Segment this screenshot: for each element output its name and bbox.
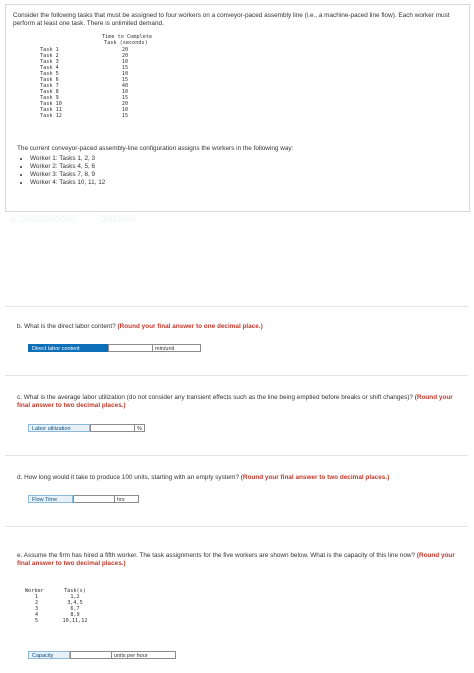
worker-number: 4 — [35, 612, 39, 618]
worker-tasks: 3,4,5 — [67, 600, 83, 606]
worker-tasks: 8,9 — [70, 612, 80, 618]
worker-tasks: 10,11,12 — [62, 618, 88, 624]
faded-text: a. 00000000000 0000000 — [10, 214, 136, 224]
question-e-text: e. Assume the firm has hired a fifth worker. The task assignments for the five workers are shown below. What is the capacity of this line now? — [17, 552, 417, 559]
worker-number: 5 — [35, 618, 39, 624]
task-name: Task 1 — [40, 47, 59, 53]
labor-utilization-input[interactable] — [90, 424, 135, 432]
question-c-rounding: (Round your final answer to two decimal places.) — [17, 394, 453, 409]
workers-config-list — [20, 155, 320, 187]
direct-labor-content-unit: min/unit — [153, 344, 201, 352]
capacity-label: Capacity — [28, 651, 70, 659]
worker-assignment-item: • Worker 3: Tasks 7, 8, 9 — [30, 171, 320, 179]
task-time: 10 — [121, 107, 129, 113]
task-time: 20 — [121, 53, 129, 59]
task-name: Task 3 — [40, 59, 59, 65]
task-name: Task 9 — [40, 95, 59, 101]
question-d-text: d. How long would it take to produce 100 units, starting with an empty system? — [17, 474, 241, 481]
question-b-text: b. What is the direct labor content? — [17, 323, 118, 330]
divider — [5, 526, 468, 527]
task-time: 10 — [121, 89, 129, 95]
flow-time-unit: hrs — [115, 495, 139, 503]
task-name: Task 6 — [40, 77, 59, 83]
task-time: 40 — [121, 83, 129, 89]
task-time: 20 — [121, 101, 129, 107]
worker-assignment-item: • Worker 4: Tasks 10, 11, 12 — [30, 179, 320, 187]
worker-assignment-item: • Worker 1: Tasks 1, 2, 3 — [30, 155, 320, 163]
task-time: 15 — [121, 77, 129, 83]
config-intro: The current conveyor-paced assembly-line configuration assigns the workers in the following way: — [17, 145, 294, 152]
question-d-rounding: (Round your final answer to two decimal places.) — [240, 474, 390, 481]
table-header-line1: Time to Complete — [102, 34, 152, 40]
worker-number: 2 — [35, 600, 39, 606]
flow-time-label: Flow Time — [28, 495, 73, 503]
question-c — [17, 394, 455, 410]
capacity-input[interactable] — [70, 651, 112, 659]
worker-number: 3 — [35, 606, 39, 612]
assignment-row — [25, 618, 95, 624]
labor-utilization-label: Labor utilization — [28, 424, 90, 432]
worker-number: 1 — [35, 594, 39, 600]
labor-utilization-unit: % — [135, 424, 145, 432]
divider — [5, 306, 468, 307]
task-time: 15 — [121, 113, 129, 119]
worker-assignment-table — [25, 588, 95, 624]
task-name: Task 2 — [40, 53, 59, 59]
question-b-rounding: (Round your final answer to one decimal place.) — [117, 323, 263, 330]
task-time: 10 — [121, 59, 129, 65]
flow-time-input[interactable] — [73, 495, 115, 503]
task-table-header — [40, 34, 170, 46]
worker-tasks: 1,2 — [70, 594, 80, 600]
table-header-line2: Task (seconds) — [104, 40, 148, 46]
question-e — [17, 552, 457, 568]
task-row — [40, 113, 148, 119]
divider — [5, 375, 468, 376]
direct-labor-content-label: Direct labor content — [28, 344, 108, 352]
task-name: Task 7 — [40, 83, 59, 89]
question-b — [17, 323, 457, 331]
worker-tasks: 6,7 — [70, 606, 80, 612]
task-name: Task 8 — [40, 89, 59, 95]
capacity-unit: units per hour — [112, 651, 176, 659]
task-time: 15 — [121, 65, 129, 71]
worker-column-header: Worker — [25, 588, 44, 594]
worker-assignment-item: • Worker 2: Tasks 4, 5, 6 — [30, 163, 320, 171]
task-name: Task 12 — [40, 113, 62, 119]
task-name: Task 5 — [40, 71, 59, 77]
intro-text: Consider the following tasks that must be assigned to four workers on a conveyor-paced assembly line (i.e., a machine-paced line flow). Each worker must perform at least one task. There is unlimited demand. — [13, 12, 450, 27]
task-name: Task 10 — [40, 101, 62, 107]
task-time: 10 — [121, 71, 129, 77]
task-name: Task 11 — [40, 107, 62, 113]
task-name: Task 4 — [40, 65, 59, 71]
task-time: 15 — [121, 95, 129, 101]
task-time: 20 — [121, 47, 129, 53]
question-c-text: c. What is the average labor utilization (do not consider any transient effects such as the line being emptied before breaks or shift changes)? — [17, 394, 415, 401]
divider — [5, 455, 468, 456]
task-table — [40, 47, 148, 119]
question-d — [17, 474, 457, 482]
direct-labor-content-input[interactable] — [108, 344, 153, 352]
tasks-column-header: Task(s) — [64, 588, 86, 594]
question-e-rounding: (Round your final answer to two decimal places.) — [17, 552, 455, 567]
